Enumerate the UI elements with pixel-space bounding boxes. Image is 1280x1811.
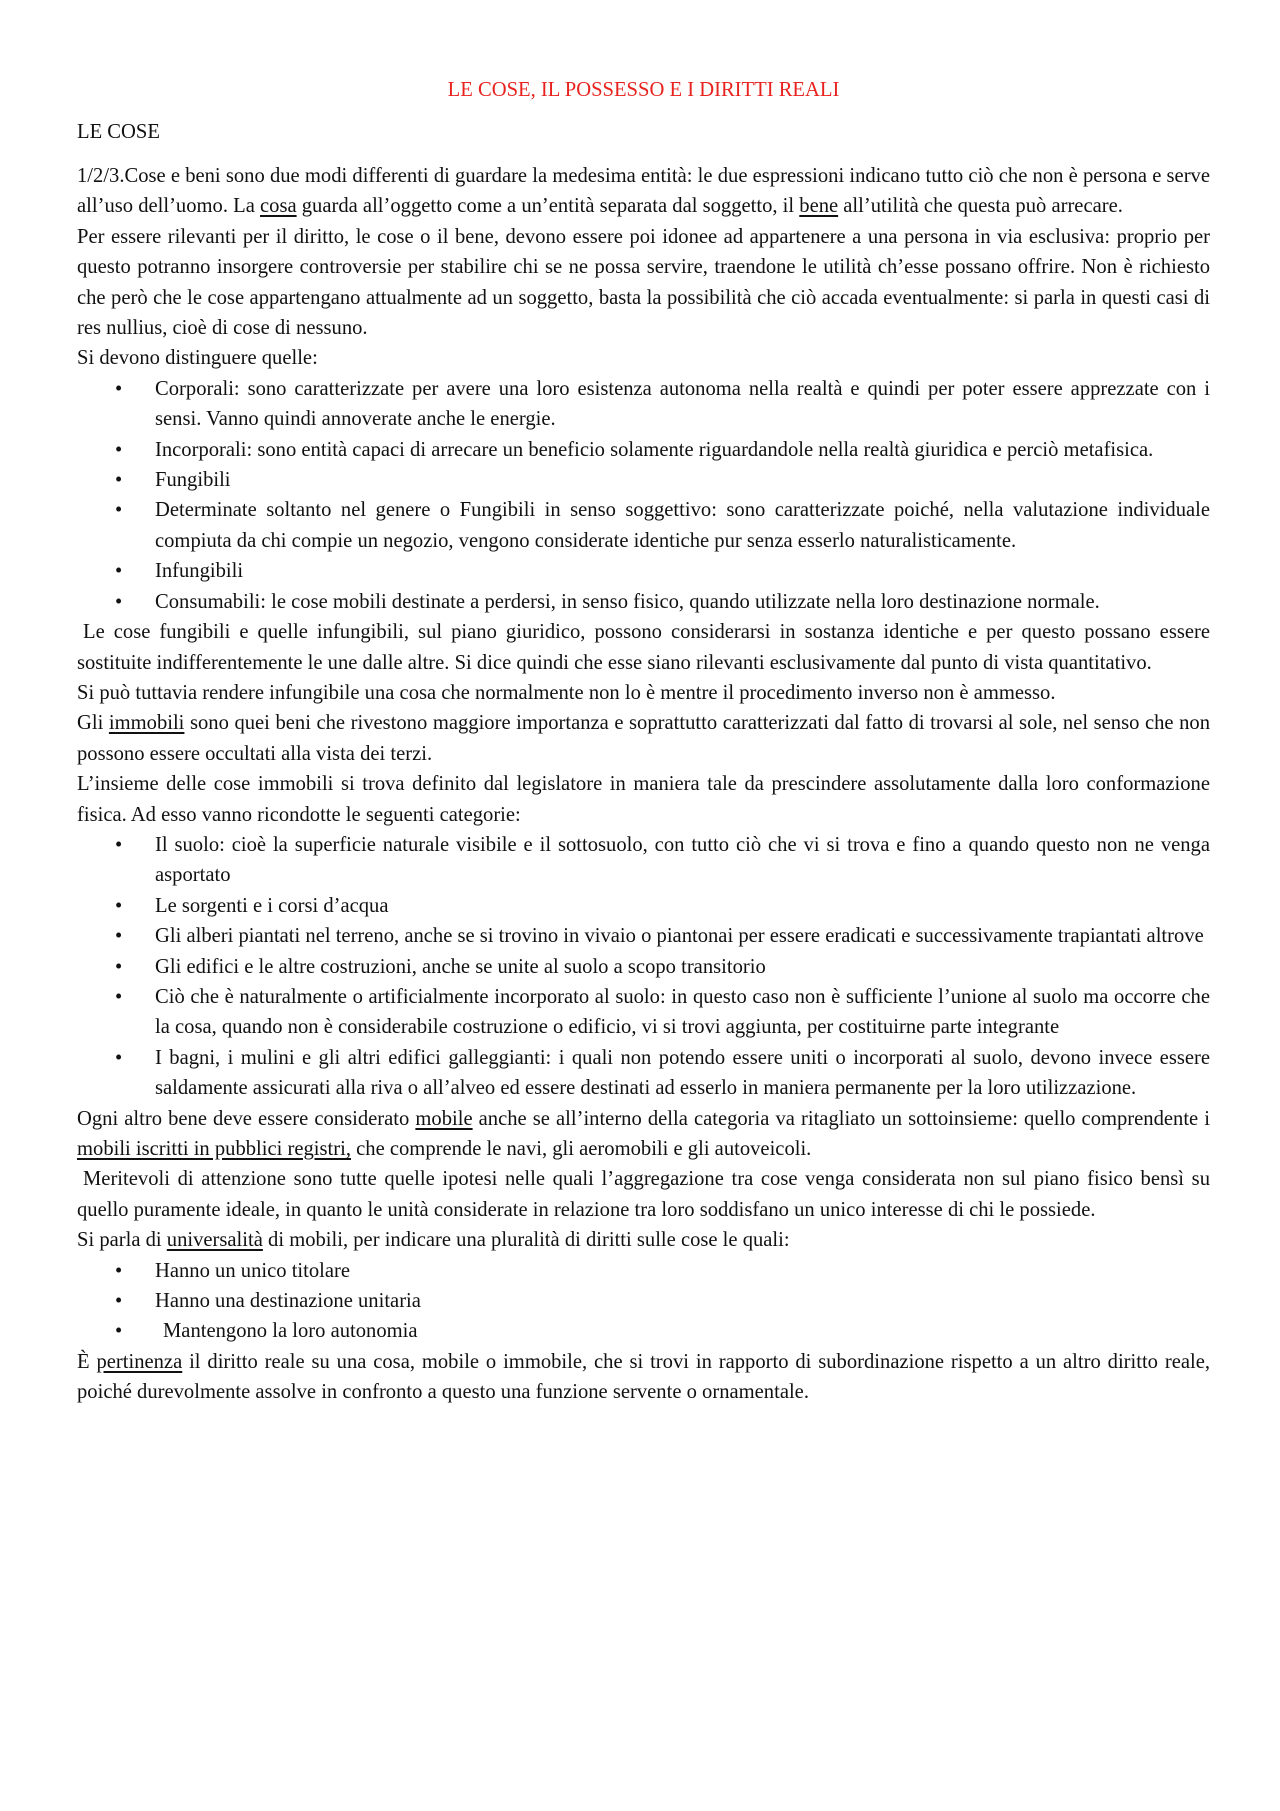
list-item-text: I bagni, i mulini e gli altri edifici galleggianti: i quali non potendo essere uniti o incorporati al suolo, devono invece essere saldamente assicurati alla riva o all’alveo ed essere destinati ad esserlo in maniera permanente per la loro utilizzazione. bbox=[155, 1046, 1210, 1100]
section-heading: LE COSE bbox=[77, 121, 160, 143]
paragraph-rilevanza: Per essere rilevanti per il diritto, le cose o il bene, devono essere poi idonee ad appartenere a una persona in via esclusiva: proprio per questo potranno insorgere controversie per stabilire chi se ne possa servire, traendone le utilità ch’esse possano offrire. Non è richiesto che però che le cose appartengano attualmente ad un soggetto, basta la possibilità che ciò accada eventualmente: si parla in questi casi di res nullius, cioè di cose di nessuno. bbox=[77, 225, 1210, 340]
paragraph-immobili bbox=[77, 708, 1210, 769]
list-item-text: Hanno una destinazione unitaria bbox=[155, 1290, 421, 1313]
paragraph-infungibile: Si può tuttavia rendere infungibile una cosa che normalmente non lo è mentre il procedimento inverso non è ammesso. bbox=[77, 681, 1056, 704]
paragraph-fungibili: Le cose fungibili e quelle infungibili, sul piano giuridico, possono considerarsi in sostanza identiche e per questo possano essere sostituite indifferentemente le une dalle altre. Si dice quindi che esse siano rilevanti esclusivamente dal punto di vista quantitativo. bbox=[77, 621, 1210, 674]
paragraph-text: sono quei beni che rivestono maggiore importanza e soprattutto caratterizzati dal fatto di trovarsi al sole, nel senso che non possono essere occultati alla vista dei terzi. bbox=[77, 712, 1211, 765]
bullet-icon: • bbox=[115, 590, 123, 613]
list-item bbox=[115, 465, 1210, 495]
bullet-icon: • bbox=[115, 894, 123, 917]
list-item bbox=[115, 891, 1210, 921]
list-item bbox=[115, 1316, 1210, 1346]
bullet-icon: • bbox=[115, 377, 123, 400]
list-item bbox=[115, 556, 1210, 586]
paragraph-universalita bbox=[77, 1225, 1210, 1255]
paragraph-text: Si parla di bbox=[77, 1229, 167, 1252]
document-title: LE COSE, IL POSSESSO E I DIRITTI REALI bbox=[447, 79, 840, 101]
bullet-icon: • bbox=[115, 469, 123, 492]
underlined-term-cosa: cosa bbox=[260, 195, 297, 218]
document-page bbox=[77, 60, 1210, 1408]
list-item-text: Gli alberi piantati nel terreno, anche se si trovino in vivaio o piantonai per essere eradicati e successivamente trapiantati altrove bbox=[155, 925, 1204, 948]
paragraph-mobili bbox=[77, 1104, 1210, 1165]
list-item-text: Gli edifici e le altre costruzioni, anche se unite al suolo a scopo transitorio bbox=[155, 955, 766, 978]
list-item-text: Consumabili: le cose mobili destinate a perdersi, in senso fisico, quando utilizzate nella loro destinazione normale. bbox=[155, 590, 1100, 613]
list-item-text: Fungibili bbox=[155, 469, 231, 492]
underlined-term-pertinenza: pertinenza bbox=[96, 1350, 183, 1373]
list-item-text: Infungibili bbox=[155, 560, 244, 583]
paragraph-insieme-immobili: L’insieme delle cose immobili si trova definito dal legislatore in maniera tale da prescindere assolutamente dalla loro conformazione fisica. Ad esso vanno ricondotte le seguenti categorie: bbox=[77, 773, 1210, 826]
bullet-icon: • bbox=[115, 1290, 123, 1313]
underlined-term-universalita: universalità bbox=[166, 1229, 263, 1252]
paragraph-text: che comprende le navi, gli aeromobili e gli autoveicoli. bbox=[350, 1138, 812, 1160]
bullet-icon: • bbox=[115, 438, 123, 461]
list-item-text: Le sorgenti e i corsi d’acqua bbox=[155, 894, 389, 917]
paragraph-text: all’utilità che questa può arrecare. bbox=[838, 195, 1123, 218]
list-item bbox=[115, 587, 1210, 617]
list-item bbox=[115, 435, 1210, 465]
list-item bbox=[115, 1256, 1210, 1286]
bullet-icon: • bbox=[115, 1259, 123, 1282]
bullet-icon: • bbox=[115, 1320, 123, 1343]
list-item bbox=[115, 830, 1210, 891]
list-item-text: Incorporali: sono entità capaci di arrecare un beneficio solamente riguardandole nella realtà giuridica e perciò metafisica. bbox=[155, 438, 1154, 461]
underlined-term-mobile: mobile bbox=[415, 1107, 473, 1130]
list-item bbox=[115, 1043, 1210, 1104]
paragraph-aggregazione: Meritevoli di attenzione sono tutte quelle ipotesi nelle quali l’aggregazione tra cose venga considerata non sul piano fisico bensì su quello puramente ideale, in quanto le unità considerate in relazione tra loro soddisfano un unico interesse di chi le possiede. bbox=[77, 1168, 1210, 1221]
paragraph-text: Gli bbox=[77, 712, 109, 735]
paragraph-pertinenza bbox=[77, 1347, 1210, 1408]
underlined-term-bene: bene bbox=[799, 195, 839, 218]
list-item bbox=[115, 495, 1210, 556]
list-item bbox=[115, 374, 1210, 435]
bullet-icon: • bbox=[115, 499, 123, 522]
list-item bbox=[115, 982, 1210, 1043]
paragraph-text: anche se all’interno della categoria va ritagliato un sottoinsieme: quello comprendente i bbox=[472, 1107, 1210, 1130]
list-categorie-immobili bbox=[77, 830, 1210, 1104]
list-item-text: Determinate soltanto nel genere o Fungibili in senso soggettivo: sono caratterizzate poiché, nella valutazione individuale compiuta da chi compie un negozio, vengono considerate identiche pur senza esserlo naturalisticamente. bbox=[155, 499, 1210, 552]
bullet-icon: • bbox=[115, 560, 123, 583]
bullet-icon: • bbox=[115, 985, 123, 1008]
paragraph-cose-e-beni bbox=[77, 161, 1210, 222]
list-item-text: Il suolo: cioè la superficie naturale visibile e il sottosuolo, con tutto ciò che vi si trova e fino a quando questo non ne venga asportato bbox=[155, 833, 1210, 887]
list-item bbox=[115, 952, 1210, 982]
list-item bbox=[115, 921, 1210, 951]
list-categorie-cose bbox=[77, 374, 1210, 617]
underlined-term-immobili: immobili bbox=[108, 712, 185, 735]
paragraph-distinzione: Si devono distinguere quelle: bbox=[77, 347, 318, 370]
list-item-text: Corporali: sono caratterizzate per avere una loro esistenza autonoma nella realtà e quindi per poter essere apprezzate con i sensi. Vanno quindi annoverate anche le energie. bbox=[155, 377, 1210, 431]
bullet-icon: • bbox=[115, 833, 123, 856]
paragraph-text: guarda all’oggetto come a un’entità separata dal soggetto, il bbox=[296, 195, 800, 218]
list-universalita bbox=[77, 1256, 1210, 1347]
underlined-term-mobili-iscritti: mobili iscritti in pubblici registri, bbox=[77, 1138, 351, 1160]
paragraph-text: Ogni altro bene deve essere considerato bbox=[77, 1107, 416, 1130]
list-item-text: Ciò che è naturalmente o artificialmente incorporato al suolo: in questo caso non è sufficiente l’unione al suolo ma occorre che la cosa, quando non è considerabile costruzione o edificio, vi si trovi aggiunta, per costituirne parte integrante bbox=[155, 985, 1210, 1039]
paragraph-text: il diritto reale su una cosa, mobile o immobile, che si trovi in rapporto di subordinazione rispetto a un altro diritto reale, poiché durevolmente assolve in confronto a questo una funzione servente o ornamentale. bbox=[77, 1350, 1210, 1404]
list-item-text: Mantengono la loro autonomia bbox=[163, 1320, 418, 1343]
bullet-icon: • bbox=[115, 925, 123, 948]
bullet-icon: • bbox=[115, 1046, 123, 1069]
list-item bbox=[115, 1286, 1210, 1316]
bullet-icon: • bbox=[115, 955, 123, 978]
paragraph-text: È bbox=[77, 1350, 97, 1373]
list-item-text: Hanno un unico titolare bbox=[155, 1259, 351, 1282]
paragraph-text: di mobili, per indicare una pluralità di diritti sulle cose le quali: bbox=[262, 1229, 790, 1252]
paragraph-text: 1/2/3.Cose e beni sono due modi differenti di guardare la medesima entità: le due espressioni indicano tutto ciò che non è persona e serve all’uso dell’uomo. La bbox=[77, 165, 1210, 218]
